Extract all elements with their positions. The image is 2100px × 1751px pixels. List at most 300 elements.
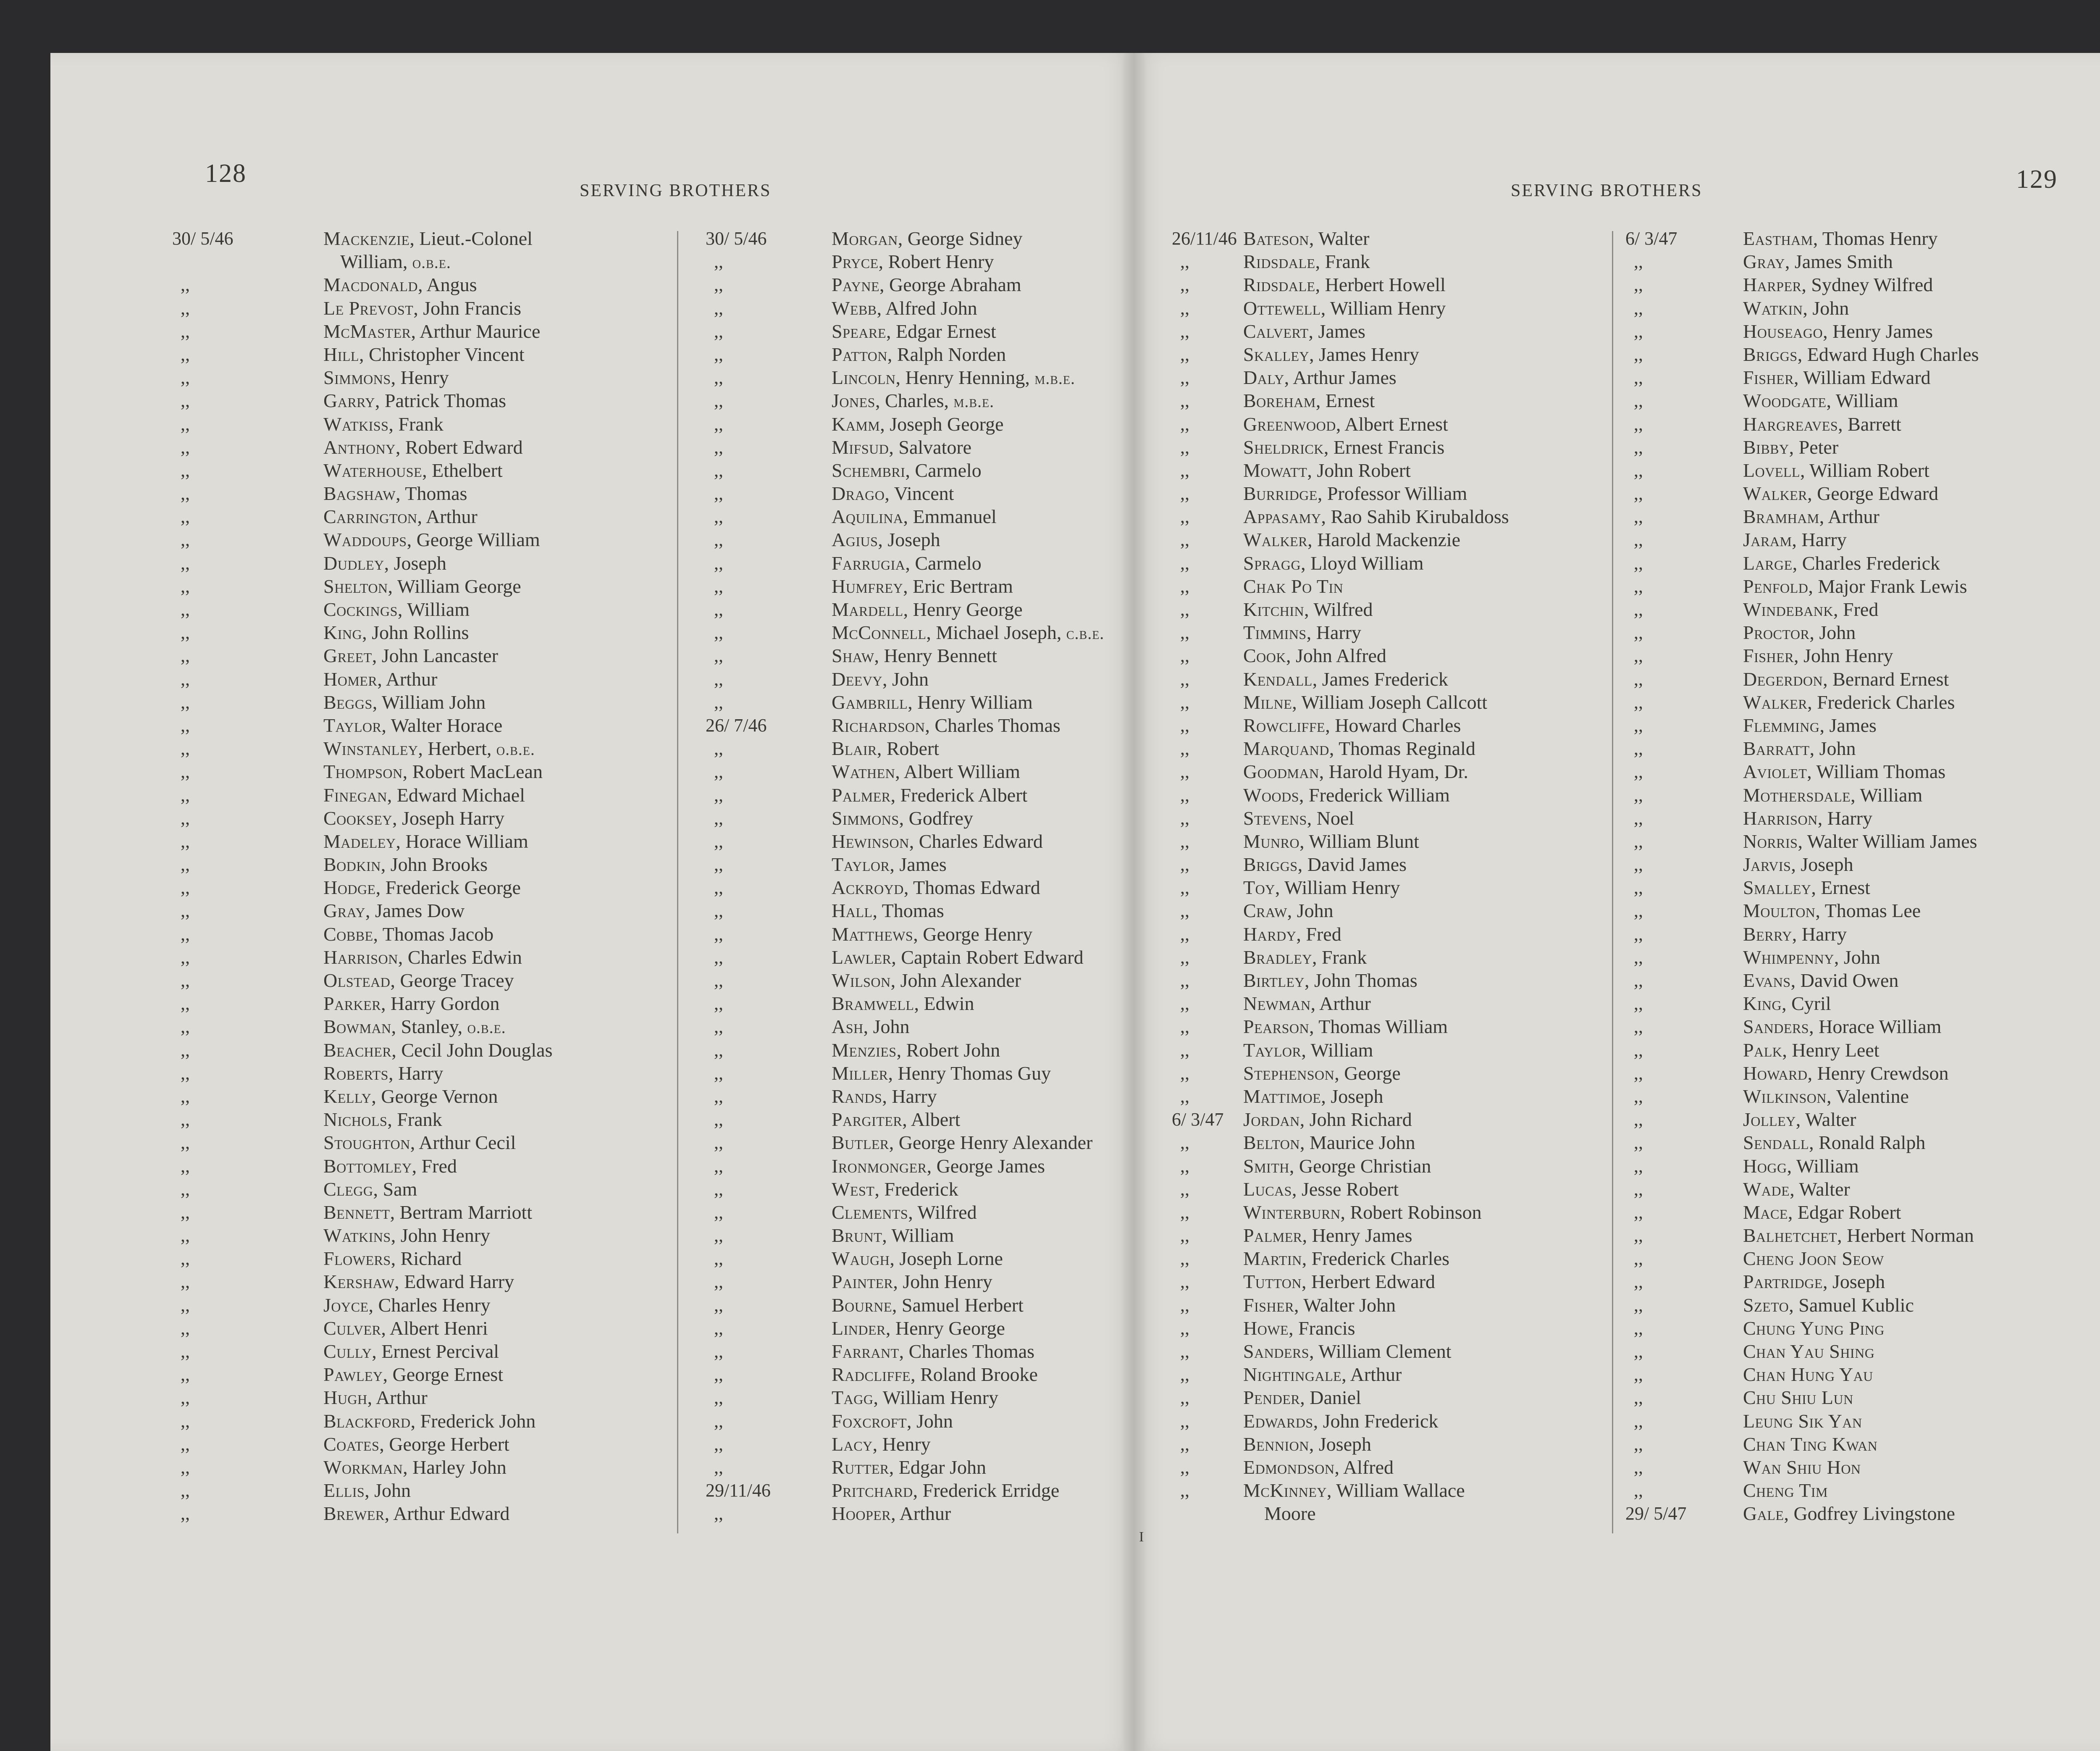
list-item (172, 1178, 668, 1201)
entry-given-names: Henry William (917, 691, 1033, 713)
list-item (1625, 807, 2054, 830)
entry-given-names: James Dow (375, 900, 465, 922)
entry-surname: Munro (1243, 830, 1300, 852)
entry-date: 29/ 5/47 (1625, 1503, 1687, 1524)
entry-given-names: Frank (398, 413, 444, 435)
list-item (706, 1409, 1109, 1433)
entry-name: Spragg, Lloyd William (1243, 552, 1424, 574)
entry-surname: Bateson (1243, 228, 1309, 249)
entry-date: ,, (714, 807, 723, 828)
list-item (1625, 1317, 2054, 1340)
entry-surname: Hall (832, 900, 873, 922)
entry-given-names: Arthur (1350, 1364, 1402, 1386)
entry-name: Smalley, Ernest (1743, 877, 1870, 899)
entry-date: ,, (1634, 1457, 1643, 1478)
entry-surname: Payne (832, 274, 880, 296)
entry-name: Hooper, Arthur (832, 1503, 951, 1525)
entry-given-names: Michael Joseph, (936, 622, 1062, 644)
entry-date: ,, (714, 738, 723, 759)
entry-given-names: John Henry (903, 1271, 992, 1293)
entry-name: Rowcliffe, Howard Charles (1243, 714, 1461, 736)
entry-name: Fisher, Walter John (1243, 1294, 1396, 1316)
list-item (706, 644, 1109, 667)
entry-given-names: Joseph (394, 552, 446, 574)
list-item (172, 389, 668, 412)
entry-surname: Harper (1743, 274, 1802, 296)
entry-name: Hardy, Fred (1243, 923, 1341, 945)
entry-given-names: Frederick Erridge (922, 1480, 1060, 1501)
entry-given-names: Carmelo (915, 552, 982, 574)
list-item (1172, 992, 1609, 1015)
list-item (1625, 1433, 2054, 1456)
entry-name: Woodgate, William (1743, 390, 1898, 412)
entry-date: ,, (181, 1271, 190, 1292)
list-item (1625, 250, 2054, 273)
entry-name: McMaster, Arthur Maurice (323, 320, 541, 342)
entry-name: Gray, James Dow (323, 900, 465, 922)
entry-surname: Bennion (1243, 1433, 1309, 1455)
entry-date: ,, (714, 877, 723, 898)
entry-surname: Drago (832, 483, 885, 505)
list-item (706, 528, 1109, 551)
entry-given-names: Bertram Marriott (399, 1201, 533, 1223)
entry-surname: Wilson (832, 970, 891, 991)
entry-date: ,, (181, 344, 190, 365)
list-item (172, 1479, 668, 1502)
entry-surname: Mothersdale (1743, 784, 1851, 806)
entry-surname: Ridsdale (1243, 274, 1315, 296)
entry-name: Schembri, Carmelo (832, 459, 982, 481)
entry-date: ,, (1180, 297, 1189, 318)
list-item (706, 1201, 1109, 1224)
entry-name: Lacy, Henry (832, 1433, 931, 1455)
entry-name: McConnell, Michael Joseph, c.b.e. (832, 622, 1105, 644)
entry-given-names: John (1843, 946, 1880, 968)
entry-name: Harrison, Harry (1743, 807, 1872, 829)
entry-given-names: John Thomas (1314, 970, 1418, 991)
entry-date: ,, (1634, 1410, 1643, 1431)
list-item (1625, 227, 2054, 250)
list-item (1172, 830, 1609, 853)
entry-given-names: Barrett (1848, 413, 1901, 435)
entry-name: Hugh, Arthur (323, 1387, 428, 1409)
list-item (1625, 1015, 2054, 1038)
entry-name: Kelly, George Vernon (323, 1085, 498, 1107)
entry-surname: Edmondson (1243, 1456, 1335, 1478)
entry-date: ,, (714, 1039, 723, 1060)
entry-date: ,, (1180, 344, 1189, 365)
list-item (706, 737, 1109, 760)
entry-given-names: Vincent (894, 483, 954, 505)
entry-date: ,, (1634, 622, 1643, 643)
entry-surname: Greet (323, 645, 372, 667)
entry-date: ,, (714, 274, 723, 295)
entry-date: ,, (714, 900, 723, 921)
entry-surname: Howe (1243, 1317, 1289, 1339)
entry-name: Flowers, Richard (323, 1248, 462, 1270)
entry-name: Pargiter, Albert (832, 1109, 961, 1131)
entry-surname: Watkins (323, 1225, 391, 1246)
entry-name: Workman, Harley John (323, 1456, 507, 1478)
entry-date: ,, (1634, 1294, 1643, 1315)
entry-name: Edwards, John Frederick (1243, 1410, 1438, 1432)
list-item (1625, 482, 2054, 505)
entry-name: Jaram, Harry (1743, 529, 1847, 551)
entry-date: ,, (1180, 900, 1189, 921)
entry-name: Timmins, Harry (1243, 622, 1362, 644)
list-item (1172, 1456, 1609, 1479)
list-item (172, 528, 668, 551)
entry-surname: Harrison (1743, 807, 1818, 829)
list-item (1625, 1502, 2054, 1525)
entry-given-names: Arthur (899, 1503, 951, 1525)
entry-date: ,, (714, 483, 723, 504)
entry-date: ,, (1634, 1317, 1643, 1338)
entry-name: Carrington, Arthur (323, 506, 478, 528)
entry-date: ,, (181, 274, 190, 295)
entry-surname: Clements (832, 1201, 908, 1223)
entry-given-names: Walter (1799, 1178, 1850, 1200)
list-item (172, 320, 668, 343)
entry-name: Walker, Frederick Charles (1743, 691, 1955, 713)
entry-given-names: Thomas Henry (1822, 228, 1938, 249)
list-item (1625, 552, 2054, 575)
entry-surname: Roberts (323, 1062, 388, 1084)
entry-given-names: Henry Henning, (905, 367, 1030, 389)
list-item (706, 1270, 1109, 1293)
entry-date: ,, (1634, 923, 1643, 944)
entry-surname: Winstanley (323, 738, 418, 760)
entry-date: ,, (714, 993, 723, 1014)
entry-surname: McKinney (1243, 1480, 1327, 1501)
entry-given-names: Moore (1264, 1503, 1316, 1525)
entry-surname: Fisher (1743, 367, 1794, 389)
list-item (172, 459, 668, 482)
entry-surname: Goodman (1243, 761, 1319, 783)
entry-name: Appasamy, Rao Sahib Kirubaldoss (1243, 506, 1509, 528)
entry-name: Stoughton, Arthur Cecil (323, 1132, 516, 1154)
entry-surname: Gambrill (832, 691, 908, 713)
entry-date: ,, (1180, 460, 1189, 481)
list-item (706, 1154, 1109, 1178)
entry-date: ,, (1180, 970, 1189, 991)
entry-given-names: Harry (1801, 529, 1847, 551)
list-item (1172, 366, 1609, 389)
list-item (172, 946, 668, 969)
entry-name: Gale, Godfrey Livingstone (1743, 1503, 1955, 1525)
list-item (172, 923, 668, 946)
list-item (1625, 1340, 2054, 1363)
entry-surname: Wan Shiu Hon (1743, 1456, 1861, 1478)
entry-given-names: Frederick William (1309, 784, 1450, 806)
entry-name: Windebank, Fred (1743, 599, 1879, 620)
list-item (706, 1340, 1109, 1363)
entry-surname: Farrant (832, 1341, 899, 1362)
entry-given-names: Arthur (426, 506, 478, 528)
entry-surname: Patton (832, 343, 887, 365)
entry-name: Moulton, Thomas Lee (1743, 900, 1921, 922)
list-item (1172, 1340, 1609, 1363)
entry-date: ,, (181, 1109, 190, 1130)
entry-given-names: Godfrey Livingstone (1793, 1503, 1955, 1525)
entry-name: Proctor, John (1743, 622, 1856, 644)
entry-given-names: Harold Mackenzie (1317, 529, 1461, 551)
entry-surname: Shaw (832, 645, 874, 667)
entry-given-names: Ernest Francis (1333, 436, 1445, 458)
entry-surname: Wathen (832, 761, 895, 783)
entry-name: Watkins, John Henry (323, 1225, 491, 1246)
entry-given-names: George Christian (1299, 1155, 1431, 1177)
list-item (172, 1456, 668, 1479)
entry-date: ,, (714, 1225, 723, 1246)
entry-given-names: Thomas Edward (913, 877, 1040, 899)
entry-date: ,, (181, 1039, 190, 1060)
entry-given-names: Charles Frederick (1802, 552, 1940, 574)
entry-given-names: William Wallace (1336, 1480, 1465, 1501)
entry-date: ,, (1634, 1225, 1643, 1246)
entry-given-names: Ernest (1325, 390, 1375, 412)
entry-name: Cobbe, Thomas Jacob (323, 923, 494, 945)
list-item (1172, 1270, 1609, 1293)
entry-date: ,, (714, 1364, 723, 1385)
entry-surname: Stephenson (1243, 1062, 1335, 1084)
entry-name: Lovell, William Robert (1743, 459, 1929, 481)
entry-given-names: Henry George (913, 599, 1023, 620)
entry-surname: Macdonald (323, 274, 418, 296)
entry-surname: Flemming (1743, 714, 1820, 736)
list-item (1625, 830, 2054, 853)
entry-name: Taylor, William (1243, 1039, 1373, 1061)
entry-given-names: Charles Henry (378, 1294, 491, 1316)
list-item (1172, 1178, 1609, 1201)
entry-surname: Stevens (1243, 807, 1307, 829)
list-item (172, 876, 668, 899)
entry-name: Pritchard, Frederick Erridge (832, 1480, 1060, 1501)
entry-date: ,, (181, 900, 190, 921)
entry-given-names: Harley John (412, 1456, 507, 1478)
entry-surname: Jarvis (1743, 854, 1791, 876)
entry-given-names: William Joseph Callcott (1301, 691, 1488, 713)
list-item (1625, 1409, 2054, 1433)
list-item (172, 714, 668, 737)
entry-surname: Ironmonger (832, 1155, 927, 1177)
entry-surname: Painter (832, 1271, 893, 1293)
list-item (1625, 1479, 2054, 1502)
entry-date: ,, (714, 761, 723, 782)
entry-name: Briggs, David James (1243, 854, 1407, 876)
entry-date: ,, (181, 1248, 190, 1269)
entry-given-names: Sam (383, 1178, 417, 1200)
list-item (1172, 552, 1609, 575)
entry-surname: Waterhouse (323, 459, 423, 481)
entry-name: Beggs, William John (323, 691, 486, 713)
entry-date: ,, (714, 1155, 723, 1176)
list-item (1625, 1247, 2054, 1270)
list-item (706, 343, 1109, 366)
entry-name: Woods, Frederick William (1243, 784, 1450, 806)
book-spine (1122, 53, 1146, 1751)
entry-date: ,, (1634, 1271, 1643, 1292)
entry-given-names: William (407, 599, 470, 620)
entry-date: ,, (714, 367, 723, 388)
entry-date: ,, (1180, 668, 1189, 689)
list-item (172, 436, 668, 459)
entry-name: Smith, George Christian (1243, 1155, 1431, 1177)
entry-given-names: Wilfred (917, 1201, 977, 1223)
entry-given-names: William (1796, 1155, 1859, 1177)
list-item (706, 1039, 1109, 1062)
entry-surname: Fisher (1743, 645, 1794, 667)
entry-surname: Pargiter (832, 1109, 903, 1131)
entry-name: Watkin, John (1743, 297, 1849, 319)
list-item (1172, 1294, 1609, 1317)
entry-date: ,, (714, 460, 723, 481)
entry-given-names: Herbert Norman (1847, 1225, 1974, 1246)
entry-date: ,, (1180, 599, 1189, 620)
entry-name: Penfold, Major Frank Lewis (1743, 575, 1967, 597)
entry-given-names: Henry Crewdson (1817, 1062, 1949, 1084)
entry-name: Wilson, John Alexander (832, 970, 1021, 991)
entry-date: ,, (714, 1062, 723, 1083)
entry-date: ,, (1180, 1364, 1189, 1385)
signature-mark: I (1139, 1529, 1144, 1545)
entry-given-names: Noel (1316, 807, 1354, 829)
list-item (172, 1247, 668, 1270)
entry-date: 6/ 3/47 (1625, 228, 1677, 249)
entry-date: ,, (1634, 529, 1643, 550)
entry-surname: Newman (1243, 993, 1311, 1015)
entry-surname: Calvert (1243, 320, 1309, 342)
list-item (1172, 528, 1609, 551)
list-item (706, 413, 1109, 436)
entry-date: ,, (1180, 1387, 1189, 1408)
entry-date: ,, (1634, 367, 1643, 388)
entry-name: Sanders, Horace William (1743, 1016, 1942, 1038)
entry-date: ,, (1180, 506, 1189, 527)
entry-surname: Dudley (323, 552, 384, 574)
list-item (706, 273, 1109, 296)
entry-given-names: Joseph (1318, 1433, 1372, 1455)
entry-name: Farrant, Charles Thomas (832, 1341, 1035, 1362)
list-item (1172, 505, 1609, 528)
entry-surname: Smalley (1743, 877, 1811, 899)
entry-surname: Proctor (1743, 622, 1810, 644)
entry-name: Bennion, Joseph (1243, 1433, 1372, 1455)
entry-name: Ash, John (832, 1016, 910, 1038)
entry-name (340, 250, 451, 274)
entry-date: ,, (1180, 274, 1189, 295)
entry-surname: Mackenzie (323, 228, 410, 249)
list-item (1172, 853, 1609, 876)
entry-given-names: George Tracey (400, 970, 514, 991)
entry-given-names: Harry (398, 1062, 444, 1084)
entry-name: Skalley, James Henry (1243, 343, 1419, 365)
entry-surname: Taylor (1243, 1039, 1302, 1061)
entry-surname: Penfold (1743, 575, 1809, 597)
entry-name: Coates, George Herbert (323, 1433, 509, 1455)
entry-date: ,, (714, 784, 723, 805)
entry-date: ,, (714, 691, 723, 712)
entry-given-names: John Lancaster (381, 645, 498, 667)
entry-surname: Chan Yau Shing (1743, 1341, 1875, 1362)
entry-honour: c.b.e. (1066, 624, 1105, 643)
entry-surname: Bennett (323, 1201, 390, 1223)
entry-date: ,, (181, 1155, 190, 1176)
entry-given-names: Albert Henri (389, 1317, 488, 1339)
entry-date: ,, (714, 321, 723, 342)
list-item (706, 436, 1109, 459)
entry-surname: Webb (832, 297, 877, 319)
list-item (172, 552, 668, 575)
entry-date: ,, (181, 506, 190, 527)
entry-given-names: Walter (1805, 1109, 1856, 1131)
entry-surname: Bowman (323, 1016, 391, 1038)
list-item (172, 783, 668, 807)
entry-surname: Aviolet (1743, 761, 1807, 783)
entry-surname: Toy (1243, 877, 1275, 899)
list-item (706, 505, 1109, 528)
entry-given-names: Jesse Robert (1301, 1178, 1399, 1200)
entry-given-names: Albert William (903, 761, 1020, 783)
entry-name: Kendall, James Frederick (1243, 668, 1448, 690)
entry-date: ,, (1634, 1062, 1643, 1083)
list-item (1172, 1502, 1609, 1525)
entry-given-names: Cyril (1791, 993, 1831, 1015)
entry-surname: Flowers (323, 1248, 391, 1270)
column-rule-right (1612, 231, 1613, 1533)
entry-surname: Chak Po Tin (1243, 575, 1344, 597)
entry-surname: Watkiss (323, 413, 389, 435)
list-item (172, 1108, 668, 1131)
entry-surname: Appasamy (1243, 506, 1321, 528)
entry-date: 29/11/46 (706, 1480, 771, 1501)
entry-given-names: Thomas William (1318, 1016, 1448, 1038)
entry-surname: Szeto (1743, 1294, 1789, 1316)
entry-given-names: Stanley, (401, 1016, 463, 1038)
entry-date: 30/ 5/46 (172, 228, 234, 249)
entry-given-names: Herbert Edward (1311, 1271, 1435, 1293)
entry-name: Nightingale, Arthur (1243, 1364, 1402, 1386)
list-item (1172, 714, 1609, 737)
entry-name: Ackroyd, Thomas Edward (832, 877, 1040, 899)
entry-given-names: Thomas Lee (1824, 900, 1921, 922)
entry-name: Lincoln, Henry Henning, m.b.e. (832, 367, 1076, 389)
entry-name: Dudley, Joseph (323, 552, 446, 574)
entry-surname: Hill (323, 343, 359, 365)
entry-date: ,, (1180, 738, 1189, 759)
entry-date: ,, (181, 1480, 190, 1501)
entry-date: ,, (1180, 1457, 1189, 1478)
entry-surname: Cooksey (323, 807, 392, 829)
entry-name: Ironmonger, George James (832, 1155, 1045, 1177)
entry-name: Hogg, William (1743, 1155, 1859, 1177)
entry-surname: Chan Ting Kwan (1743, 1433, 1878, 1455)
entry-name: Greenwood, Albert Ernest (1243, 413, 1448, 435)
entry-date: ,, (714, 1294, 723, 1315)
entry-name: Fisher, John Henry (1743, 645, 1893, 667)
entry-surname: Hodge (323, 877, 376, 899)
entry-date: ,, (1180, 390, 1189, 411)
entry-date: ,, (181, 529, 190, 550)
entry-date: ,, (1180, 1039, 1189, 1060)
entry-date: ,, (1634, 1248, 1643, 1269)
list-item (172, 1131, 668, 1154)
entry-name (1264, 1502, 1316, 1525)
entry-given-names: Edward Hugh Charles (1807, 343, 1979, 365)
entry-given-names: Horace William (405, 830, 528, 852)
entry-date: ,, (714, 1109, 723, 1130)
entry-given-names: Walter Horace (391, 714, 503, 736)
